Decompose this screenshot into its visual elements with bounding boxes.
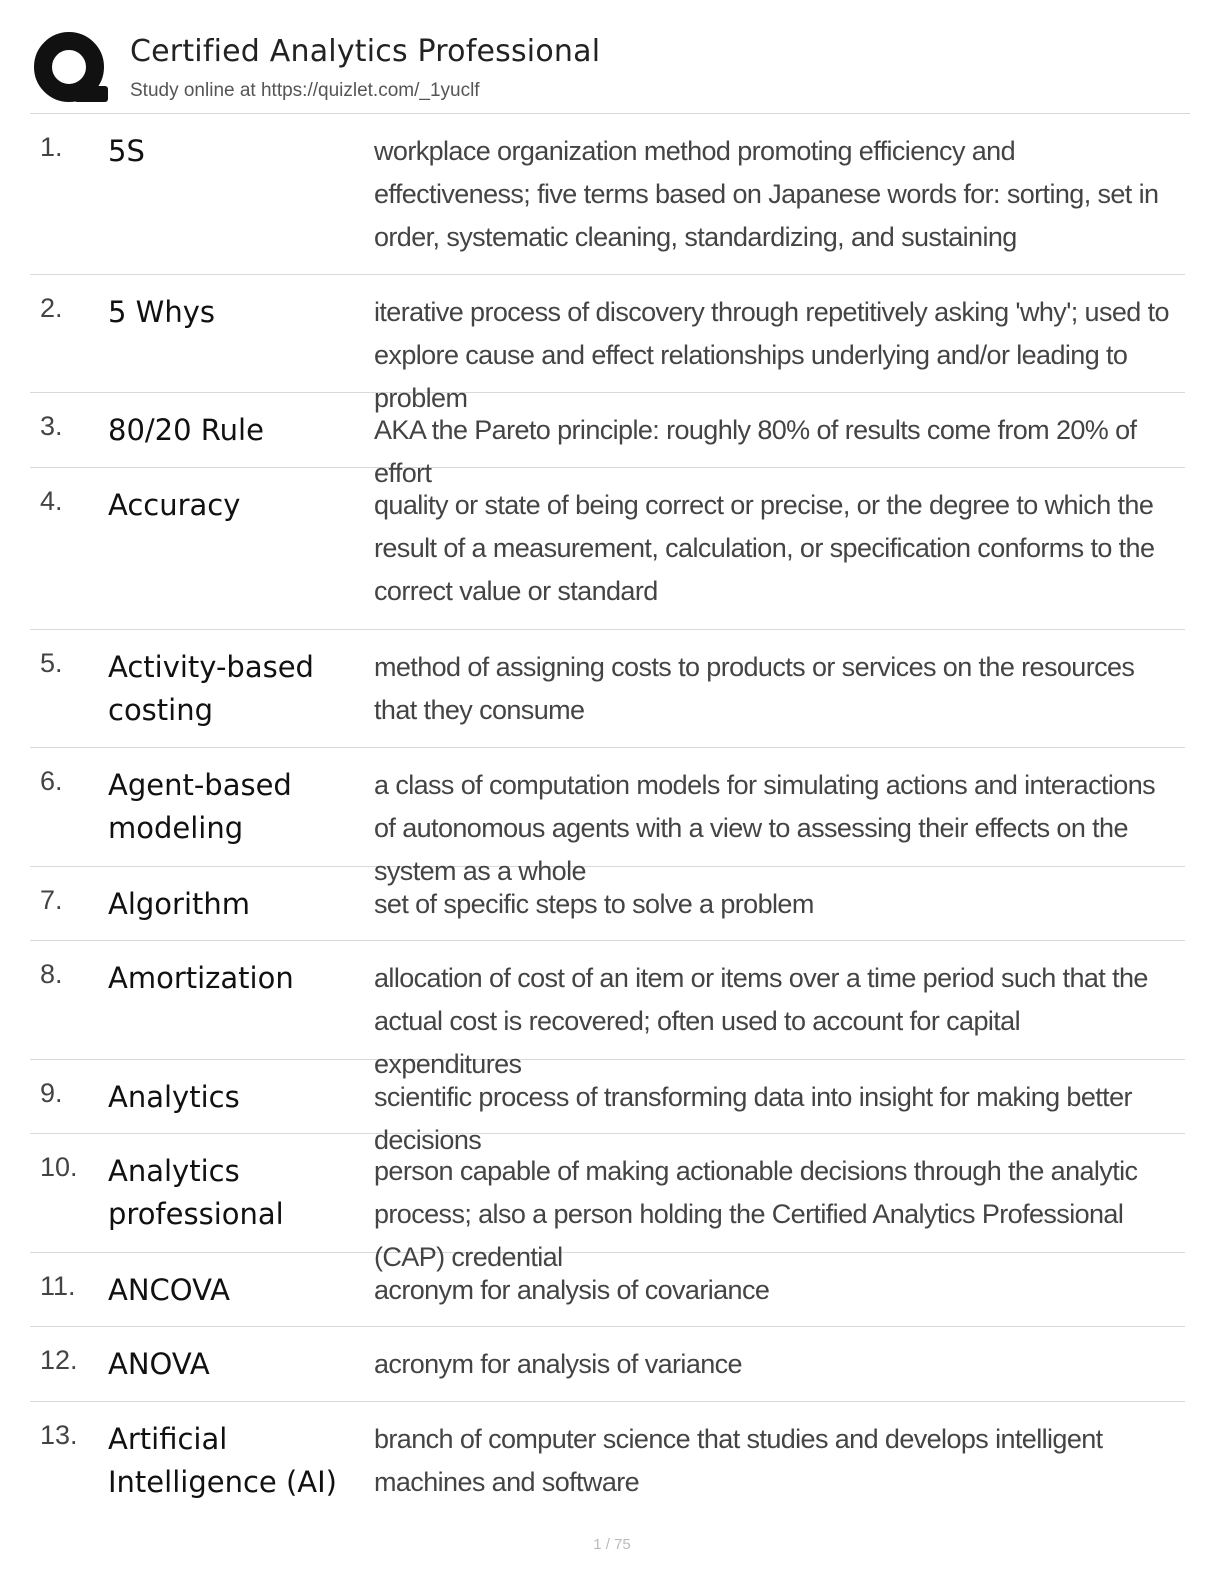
list-item bbox=[30, 1134, 1185, 1272]
page-number: 1 / 75 bbox=[593, 1536, 631, 1553]
page-header bbox=[30, 28, 1190, 114]
term: 5 Whys bbox=[108, 295, 215, 329]
list-item bbox=[30, 630, 1185, 748]
list-item bbox=[30, 1253, 1185, 1327]
definition: method of assigning costs to products or services on the resources that they consume bbox=[374, 652, 1135, 725]
definition: acronym for analysis of covariance bbox=[374, 1275, 770, 1305]
item-number: 12. bbox=[40, 1345, 78, 1375]
term: 80/20 Rule bbox=[108, 413, 264, 447]
term: Amortization bbox=[108, 961, 294, 995]
definition: iterative process of discovery through repetitively asking 'why'; used to explore cause and effect relationships underlying and/or leading to problem bbox=[374, 297, 1169, 413]
definition: allocation of cost of an item or items over a time period such that the actual cost is recovered; often used to account for capital expenditures bbox=[374, 963, 1148, 1079]
term: Activity-based costing bbox=[108, 650, 314, 727]
term: 5S bbox=[108, 134, 145, 168]
definition: acronym for analysis of variance bbox=[374, 1349, 742, 1379]
definition: workplace organization method promoting efficiency and effectiveness; five terms based on Japanese words for: sorting, set in order, systematic cleaning, standardizing, and sustaining bbox=[374, 136, 1159, 252]
page-title: Certified Analytics Professional bbox=[130, 34, 601, 69]
list-item bbox=[30, 114, 1185, 275]
definition: quality or state of being correct or precise, or the degree to which the result of a measurement, calculation, or specification conforms to the correct value or standard bbox=[374, 490, 1155, 606]
item-number: 7. bbox=[40, 885, 63, 915]
list-item bbox=[30, 393, 1185, 488]
term: Analytics bbox=[108, 1080, 240, 1114]
list-item bbox=[30, 1402, 1185, 1522]
item-number: 9. bbox=[40, 1078, 63, 1108]
term: Algorithm bbox=[108, 887, 251, 921]
term: Agent-based modeling bbox=[108, 768, 292, 845]
item-number: 1. bbox=[40, 132, 63, 162]
item-number: 10. bbox=[40, 1152, 78, 1182]
item-number: 2. bbox=[40, 293, 63, 323]
term: ANCOVA bbox=[108, 1273, 230, 1307]
item-number: 8. bbox=[40, 959, 63, 989]
list-item bbox=[30, 275, 1185, 413]
definition: scientific process of transforming data into insight for making better decisions bbox=[374, 1082, 1132, 1155]
term: Accuracy bbox=[108, 488, 241, 522]
item-number: 4. bbox=[40, 486, 63, 516]
study-link[interactable]: Study online at https://quizlet.com/_1yuclf bbox=[130, 80, 480, 101]
list-item bbox=[30, 867, 1185, 941]
definition: set of specific steps to solve a problem bbox=[374, 889, 814, 919]
item-number: 5. bbox=[40, 648, 63, 678]
definition: branch of computer science that studies and develops intelligent machines and software bbox=[374, 1424, 1103, 1497]
item-number: 13. bbox=[40, 1420, 78, 1450]
item-number: 3. bbox=[40, 411, 63, 441]
term: Analytics professional bbox=[108, 1154, 284, 1231]
list-item bbox=[30, 468, 1185, 630]
definition: person capable of making actionable decisions through the analytic process; also a person holding the Certified Analytics Professional (CAP) credential bbox=[374, 1156, 1138, 1272]
term: Artificial Intelligence (AI) bbox=[108, 1422, 337, 1499]
definition: a class of computation models for simulating actions and interactions of autonomous agents with a view to assessing their effects on the system as a whole bbox=[374, 770, 1156, 886]
list-item bbox=[30, 748, 1185, 886]
definition: AKA the Pareto principle: roughly 80% of results come from 20% of effort bbox=[374, 415, 1137, 488]
list-item bbox=[30, 941, 1185, 1079]
list-item bbox=[30, 1060, 1185, 1155]
item-number: 6. bbox=[40, 766, 63, 796]
list-item bbox=[30, 1327, 1185, 1402]
term-list bbox=[30, 114, 1185, 1522]
quizlet-logo-icon bbox=[32, 30, 110, 108]
item-number: 11. bbox=[40, 1271, 76, 1301]
term: ANOVA bbox=[108, 1347, 210, 1381]
